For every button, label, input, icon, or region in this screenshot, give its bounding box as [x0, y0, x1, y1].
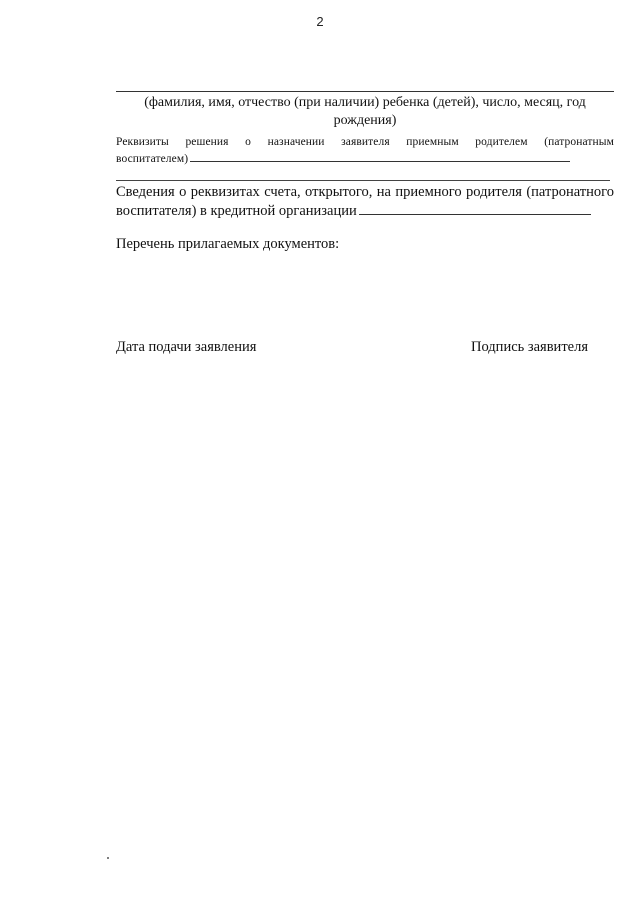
child-name-blank-line[interactable] — [116, 91, 614, 92]
child-info-caption-line-2: рождения) — [333, 113, 397, 128]
account-details-blank[interactable] — [359, 203, 591, 215]
account-details-line-2-row — [116, 202, 614, 221]
decision-details-continuation-line[interactable] — [116, 180, 610, 181]
decision-details-line-1: Реквизиты решения о назначении заявителя приемным родителем (патронатным — [116, 136, 614, 148]
attachments-label: Перечень прилагаемых документов: — [116, 236, 340, 252]
child-info-caption-line-1: (фамилия, имя, отчество (при наличии) ребенка (детей), число, месяц, год — [144, 95, 586, 110]
decision-details-line-2: воспитателем) — [116, 153, 189, 165]
applicant-signature-label: Подпись заявителя — [471, 339, 588, 355]
date-of-submission-label: Дата подачи заявления — [116, 339, 257, 355]
account-details-line-2: воспитателя) в кредитной организации — [116, 203, 357, 219]
account-details-line-1: Сведения о реквизитах счета, открытого, на приемного родителя (патронатного — [116, 184, 614, 200]
decision-details-line-2-row — [116, 150, 614, 167]
page-number: 2 — [316, 14, 324, 29]
decision-details-blank[interactable] — [190, 150, 570, 162]
scan-speck — [107, 857, 109, 859]
